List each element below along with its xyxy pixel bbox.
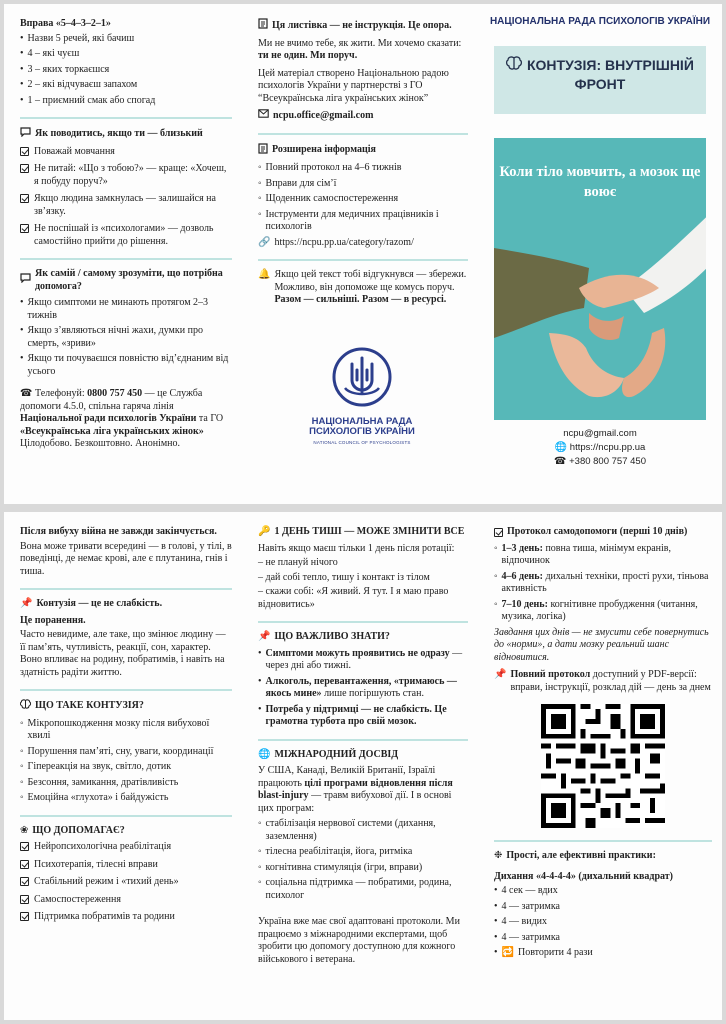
- photo-caption: Коли тіло мовчить, а мозок ще воює: [499, 164, 701, 201]
- list-item: • 4 сек — вдих: [494, 885, 558, 896]
- list-item: Нейропсихологічна реабілітація: [20, 841, 232, 854]
- hands-illustration: [494, 138, 706, 420]
- leaflet-heading: Ця листівка — не інструкція. Це опора.: [258, 18, 468, 34]
- list-item: ◦ тілесна реабілітація, йога, ритміка: [258, 846, 413, 857]
- contact-email[interactable]: ncpu@gmail.com: [563, 428, 637, 439]
- checkbox-icon: [20, 912, 29, 921]
- contact-phone-row: [488, 455, 712, 469]
- list-item: ◦ 1–3 день: повна тиша, мінімум екранів, відпочинок: [494, 542, 672, 566]
- divider: [258, 259, 468, 261]
- brain-icon: [20, 699, 31, 714]
- quiet-text: Навіть якщо маєш тільки 1 день після ротації:: [258, 542, 455, 554]
- key-icon: 🔑: [258, 526, 271, 537]
- bottom-col-1: [4, 512, 242, 1020]
- speech-bubble-icon: [20, 273, 31, 288]
- list-item: ◦ стабілізація нервової системи (дихання, заземлення): [258, 818, 436, 842]
- list-item: • 1 – приємний смак або спогад: [20, 94, 156, 106]
- globe-icon: 🌐: [554, 441, 568, 453]
- what-is-heading: ЩО ТАКЕ КОНТУЗІЯ?: [20, 699, 232, 714]
- category-link[interactable]: https://ncpu.pp.ua/category/razom/: [274, 236, 414, 248]
- pin-icon: 📌: [494, 669, 507, 680]
- brain-icon: [506, 58, 527, 74]
- list-item: – не плануй нічого: [258, 557, 338, 568]
- hands-photo: [494, 138, 706, 420]
- divider: [20, 815, 232, 817]
- list-item: • Якщо симптоми не минають протягом 2–3 тижнів: [20, 297, 209, 321]
- cover-title-box: [494, 46, 706, 114]
- org-name: НАЦІОНАЛЬНА РАДА ПСИХОЛОГІВ УКРАЇНИ: [489, 16, 711, 27]
- international-heading: 🌐 МІЖНАРОДНИЙ ДОСВІД: [258, 748, 399, 760]
- practices-heading: ❉ Прості, але ефективні практики:: [494, 850, 656, 861]
- divider: [494, 840, 712, 842]
- exercise-title: Вправа «5–4–3–2–1»: [20, 18, 111, 29]
- list-item: • Назви 5 речей, які бачиш: [20, 32, 135, 44]
- list-item: • Якщо ти почуваєшся повністю від’єднаним від усього: [20, 353, 229, 377]
- list-item: • 4 — видих: [494, 916, 548, 927]
- list-item: • Потреба у підтримці — не слабкість. Це грамотна турбота про свій мозок.: [258, 703, 447, 727]
- leaflet-inside: [4, 512, 722, 1020]
- logo-name-en: NATIONAL COUNCIL OF PSYCHOLOGISTS: [313, 440, 411, 446]
- list-item: • Симптоми можуть проявитись не одразу — через дні або тижні.: [258, 647, 463, 671]
- close-person-heading: Як поводитись, якщо ти — близький: [20, 127, 232, 142]
- phone-icon: ☎: [20, 388, 33, 399]
- hands-icon: ❀: [20, 824, 29, 836]
- list-item: • Алкоголь, перевантаження, «тримаюсь — якось мине» лише погіршують стан.: [258, 675, 457, 699]
- checkbox-icon: [20, 224, 29, 233]
- cover-panel: [478, 4, 722, 504]
- pin-icon: 📌: [258, 631, 271, 642]
- exercise-list: [20, 33, 232, 108]
- list-item: • 4 — затримка: [494, 931, 560, 943]
- pin-icon: 📌: [20, 598, 33, 609]
- document-icon: [258, 143, 268, 159]
- document-icon: [258, 18, 268, 34]
- list-item: ◦ Мікропошкодження мозку після вибухової хвилі: [20, 717, 210, 741]
- list-item: ◦ Інструменти для медичних працівників і психологів: [258, 208, 439, 232]
- intro-text: Вона може тривати всередині — в голові, у тілі, в поведінці, де немає крові, але є плутанина, гнів і тиша.: [20, 540, 232, 577]
- checkbox-icon: [20, 164, 29, 173]
- important-heading: 📌 ЩО ВАЖЛИВО ЗНАТИ?: [258, 631, 390, 642]
- list-item: Якщо людина замкнулась — залишайся на зв’язку.: [20, 193, 232, 218]
- divider: [20, 117, 232, 119]
- speech-bubble-icon: [20, 127, 31, 142]
- protocol-note: Завдання цих днів — не змусити себе повернутись до «норми», а дати мозку реальний шанс відновитися.: [494, 626, 709, 663]
- made-by-text: Цей матеріал створено Національною радою психологів України у партнерстві з ГО “Всеукраїнська ліга українських жінок”: [258, 67, 449, 104]
- top-col-1: [4, 4, 242, 504]
- repeat-row: • 🔁 Повторити 4 рази: [494, 947, 593, 958]
- trident-emblem-icon: [331, 346, 393, 408]
- list-item: – дай собі тепло, тишу і контакт із тілом: [258, 571, 430, 583]
- checkbox-icon: [20, 842, 29, 851]
- list-item: ◦ когнітивна стимуляція (ігри, вправи): [258, 861, 423, 873]
- list-item: Не питай: «Що з тобою?» — краще: «Хочеш, я побуду поруч?»: [20, 163, 232, 188]
- protocol-heading: Протокол самодопомоги (перші 10 днів): [494, 526, 712, 539]
- intl-text: У США, Канаді, Великій Британії, Ізраїлі працюють цілі програми відновлення після blast-injury — травм вибухової дії. І в основі цих програм:: [258, 765, 453, 814]
- leaflet-outside: [4, 4, 722, 504]
- full-protocol: 📌 Повний протокол доступний у PDF-версії: вправи, інструкції, розклад дій — день за днем: [494, 669, 711, 693]
- cover-contacts: [488, 428, 712, 468]
- top-col-2: [242, 4, 478, 504]
- breathing-title: Дихання «4-4-4-4» (дихальний квадрат): [494, 870, 673, 882]
- extended-heading: Розширена інформація: [258, 143, 468, 159]
- list-item: ◦ Щоденник самоспостереження: [258, 193, 399, 204]
- list-item: ◦ соціальна підтримка — побратими, родина, психолог: [258, 877, 452, 901]
- list-item: ◦ Безсоння, замикання, дратівливість: [20, 776, 179, 788]
- list-item: ◦ Вправи для сім’ї: [258, 177, 337, 189]
- injury-text: Часто невидиме, але таке, що змінює людину — її пам’ять, чутливість, реакції, сон, характер. Воно впливає на родину, побратимів, і навіть на здатність радіти життю.: [20, 629, 226, 678]
- divider: [258, 133, 468, 135]
- hotline-block: ☎ Телефонуй: 0800 757 450 — це Служба допомоги 4.5.0, спільна гаряча лінія Національної ради психологів України та ГО «Всеукраїнська ліга українських жінок» Цілодобово. Безкоштовно. Анонімно.: [20, 388, 224, 449]
- contact-phone[interactable]: +380 800 757 450: [569, 455, 646, 467]
- checkbox-icon: [20, 147, 29, 156]
- leaflet-text: Ми не вчимо тебе, як жити. Ми хочемо сказати:: [258, 37, 462, 49]
- hotline-number[interactable]: 0800 757 450: [87, 388, 143, 399]
- list-item: – скажи собі: «Я живий. Я тут. І я маю право відновитись»: [258, 586, 449, 610]
- intl-footer: Україна вже має свої адаптовані протоколи. Ми працюємо з міжнародними експертами, щоб зробити цю допомогу доступною для кожного військового і ветерана.: [258, 916, 460, 965]
- email-row: [258, 109, 468, 123]
- repeat-icon: 🔁: [501, 947, 514, 958]
- self-check-heading: Як самій / самому зрозуміти, що потрібна допомога?: [20, 268, 232, 293]
- list-item: Підтримка побратимів та родини: [20, 911, 232, 924]
- list-item: ◦ 4–6 день: дихальні техніки, прості рухи, тіньова активність: [494, 570, 709, 594]
- divider: [20, 689, 232, 691]
- qr-code[interactable]: [541, 704, 665, 828]
- list-item: ◦ Емоційна «глухота» і байдужість: [20, 792, 169, 803]
- injury-subtitle: Це поранення.: [20, 614, 86, 626]
- link-icon: 🔗: [258, 236, 271, 248]
- list-item: • Якщо з’являються нічні жахи, думки про смерть, «зриви»: [20, 325, 203, 349]
- checkbox-icon: [20, 877, 29, 886]
- contact-site-row: [488, 441, 712, 455]
- bottom-col-2: [242, 512, 478, 1020]
- checkbox-icon: [20, 895, 29, 904]
- list-item: ◦ Порушення пам’яті, сну, уваги, координації: [20, 745, 214, 757]
- checkbox-icon: [494, 528, 503, 537]
- list-item: Не поспішай із «психологами» — дозволь самостійно прийти до рішення.: [20, 223, 232, 248]
- checkbox-icon: [20, 194, 29, 203]
- email-link[interactable]: ncpu.office@gmail.com: [273, 109, 374, 121]
- intro-bold: Після вибуху війна не завжди закінчується.: [20, 526, 217, 537]
- list-item: ◦ 7–10 день: когнітивне пробудження (читання, музика, логіка): [494, 598, 698, 622]
- bell-icon: 🔔: [258, 269, 271, 280]
- bottom-col-3: [478, 512, 722, 1020]
- envelope-icon: [258, 109, 269, 123]
- list-item: Самоспостереження: [20, 894, 232, 907]
- share-block: 🔔 Якщо цей текст тобі відгукнувся — збережи. Можливо, він допоможе ще комусь поруч. Разом — сильніші. Разом — в ресурсі.: [258, 269, 467, 305]
- list-item: ◦ Гіпереакція на звук, світло, дотик: [20, 761, 172, 772]
- checkbox-icon: [20, 860, 29, 869]
- not-weakness-heading: 📌 Контузія — це не слабкість.: [20, 598, 163, 609]
- leaflet-bold: ти не один. Ми поруч.: [258, 50, 358, 61]
- what-helps-heading: ❀ ЩО ДОПОМАГАЄ?: [20, 824, 125, 836]
- contact-site[interactable]: https://ncpu.pp.ua: [569, 441, 646, 453]
- divider: [258, 739, 468, 741]
- list-item: ◦ Повний протокол на 4–6 тижнів: [258, 162, 402, 173]
- list-item: Стабільний режим і «тихий день»: [20, 876, 232, 889]
- list-item: • 4 — затримка: [494, 900, 560, 912]
- logo-name: НАЦІОНАЛЬНА РАДА ПСИХОЛОГІВ УКРАЇНИ: [309, 415, 415, 438]
- list-item: Психотерапія, тілесні вправи: [20, 859, 232, 872]
- list-item: • 3 – яких торкаєшся: [20, 63, 110, 75]
- ncpu-logo: [302, 346, 422, 446]
- divider: [258, 621, 468, 623]
- cover-title: КОНТУЗІЯ: ВНУТРІШНІЙ ФРОНТ: [526, 57, 694, 92]
- link-row: [258, 237, 468, 250]
- list-item: • 2 – які відчуваєш запахом: [20, 79, 138, 90]
- sparkle-icon: ❉: [494, 850, 503, 861]
- quiet-day-heading: 🔑 1 ДЕНЬ ТИШІ — МОЖЕ ЗМІНИТИ ВСЕ: [258, 526, 465, 537]
- divider: [20, 588, 232, 590]
- globe-icon: 🌐: [258, 748, 271, 760]
- phone-icon: ☎: [554, 455, 567, 467]
- list-item: Поважай мовчання: [20, 146, 232, 159]
- divider: [20, 258, 232, 260]
- list-item: • 4 – які чуєш: [20, 48, 80, 59]
